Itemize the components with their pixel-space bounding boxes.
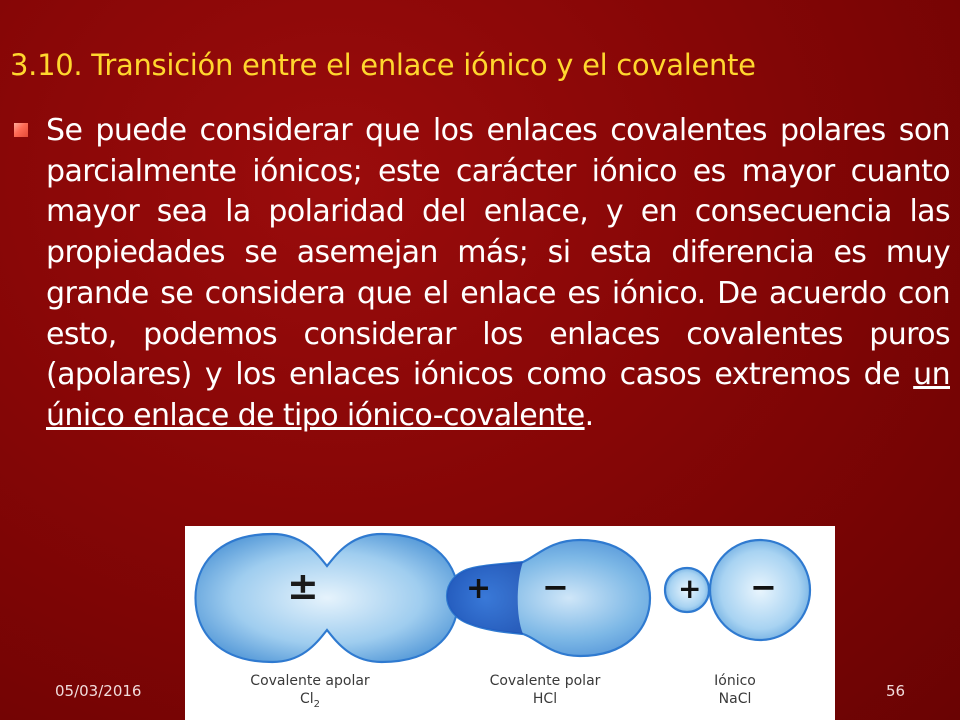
footer-page-number: 56 — [886, 682, 906, 700]
body-paragraph — [46, 111, 950, 437]
body-text: Se puede considerar que los enlaces covalentes polares son parcialmente iónicos; este carácter iónico es mayor cuanto mayor sea la polaridad del enlace, y en consecuencia las propiedades se asemejan más; si esta diferencia es muy grande se considera que el enlace es iónico. De acuerdo con esto, podemos considerar los enlaces covalentes puros (apolares) y los enlaces iónicos como casos extremos de — [46, 113, 950, 393]
hcl-caption — [455, 672, 635, 708]
nacl-name: Iónico — [714, 673, 756, 689]
hcl-formula: HCl — [532, 691, 558, 707]
bond-figure — [185, 526, 835, 720]
nacl-caption — [645, 672, 825, 708]
cl2-sign: ± — [287, 564, 319, 608]
hcl-minus-sign: − — [542, 568, 569, 606]
hcl-plus-sign: + — [466, 571, 492, 606]
nacl-formula: NaCl — [718, 691, 752, 707]
footer-date: 05/03/2016 — [55, 682, 142, 700]
cl2-formula-sub: 2 — [313, 698, 321, 710]
nacl-plus-sign: + — [678, 572, 702, 605]
cl2-caption — [220, 672, 400, 714]
hcl-name: Covalente polar — [489, 673, 601, 689]
body-end: . — [584, 397, 594, 433]
cl2-electron-cloud — [195, 534, 458, 662]
slide-title: 3.10. Transición entre el enlace iónico y el covalente — [10, 48, 756, 82]
body-underlined-text: un único enlace de tipo iónico-covalente — [46, 357, 950, 433]
bullet-marker — [14, 123, 28, 137]
cl2-formula-base: Cl — [299, 691, 314, 707]
nacl-minus-sign: − — [750, 568, 777, 606]
cl2-formula — [220, 690, 400, 714]
cl2-name: Covalente apolar — [250, 673, 370, 689]
